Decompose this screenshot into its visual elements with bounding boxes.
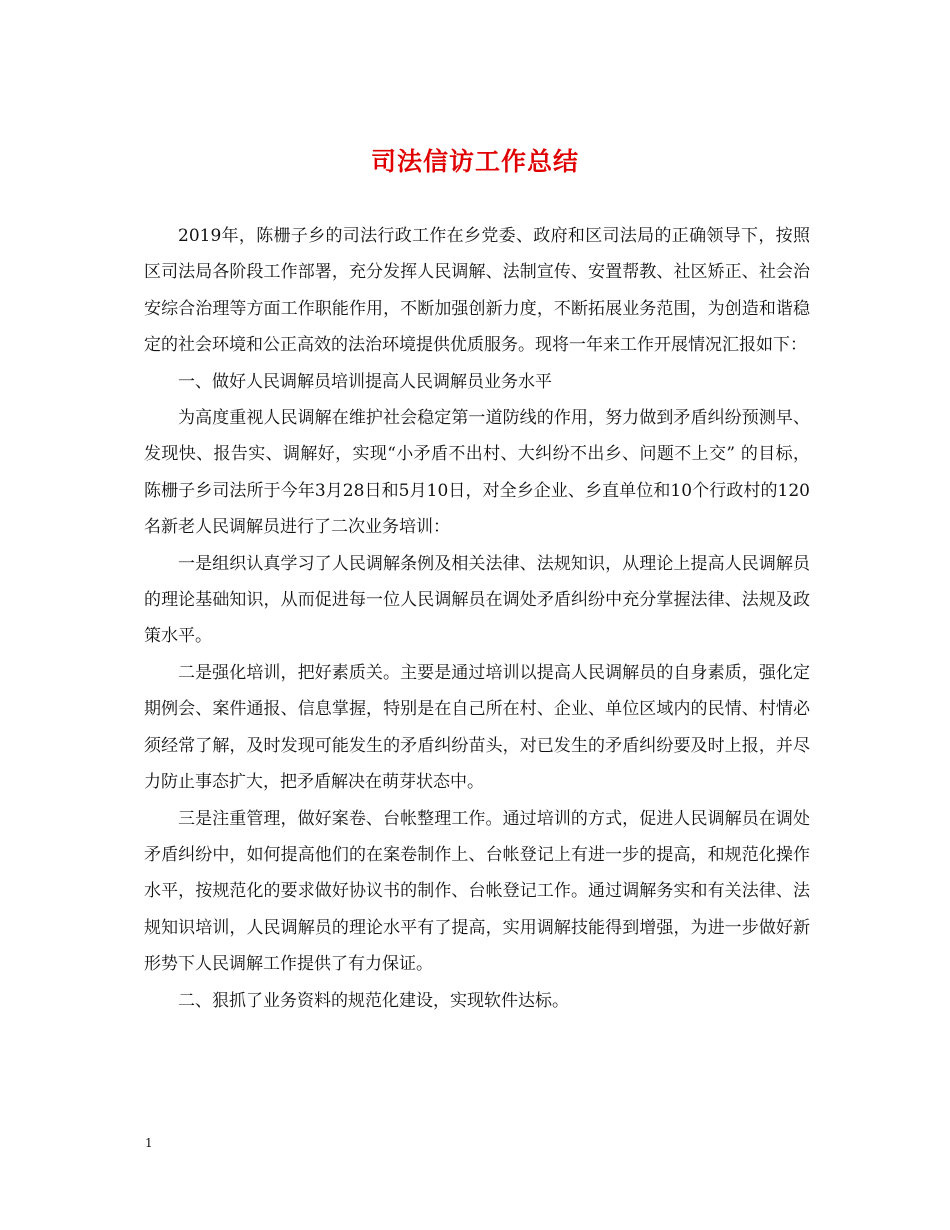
page-number: 1 [145,1136,153,1150]
document-title: 司法信访工作总结 [370,147,579,176]
paragraph-training: 为高度重视人民调解在维护社会稳定第一道防线的作用，努力做到矛盾纠纷预测早、发现快、报告实、调解好，实现“小矛盾不出村、大纠纷不出乡、问题不上交” 的目标，陈栅子乡司法所于今年3月28日和5月10日，对全乡企业、乡直单位和10个行政村的120名新老人民调解员进行了二次业务培训： [144,408,810,538]
section-heading-2: 二、狠抓了业务资料的规范化建设，实现软件达标。 [178,990,569,1011]
paragraph-point-1: 一是组织认真学习了人民调解条例及相关法律、法规知识，从理论上提高人民调解员的理论基础知识，从而促进每一位人民调解员在调处矛盾纠纷中充分掌握法律、法规及政策水平。 [144,553,810,647]
document-body [144,218,810,1019]
section-heading-1: 一、做好人民调解员培训提高人民调解员业务水平 [178,371,552,392]
paragraph-point-2: 二是强化培训，把好素质关。主要是通过培训以提高人民调解员的自身素质，强化定期例会、案件通报、信息掌握，特别是在自己所在村、企业、单位区域内的民情、村情必须经常了解，及时发现可能发生的矛盾纠纷苗头，对已发生的矛盾纠纷要及时上报，并尽力防止事态扩大，把矛盾解决在萌芽状态中。 [144,662,810,793]
paragraph-intro: 2019年，陈栅子乡的司法行政工作在乡党委、政府和区司法局的正确领导下，按照区司法局各阶段工作部署，充分发挥人民调解、法制宣传、安置帮教、社区矫正、社会治安综合治理等方面工作职能作用，不断加强创新力度，不断拓展业务范围，为创造和谐稳定的社会环境和公正高效的法治环境提供优质服务。现将一年来工作开展情况汇报如下： [144,226,810,356]
paragraph-point-3: 三是注重管理，做好案卷、台帐整理工作。通过培训的方式，促进人民调解员在调处矛盾纠纷中，如何提高他们的在案卷制作上、台帐登记上有进一步的提高，和规范化操作水平，按规范化的要求做好协议书的制作、台帐登记工作。通过调解务实和有关法律、法规知识培训，人民调解员的理论水平有了提高，实用调解技能得到增强，为进一步做好新形势下人民调解工作提供了有力保证。 [144,808,810,975]
